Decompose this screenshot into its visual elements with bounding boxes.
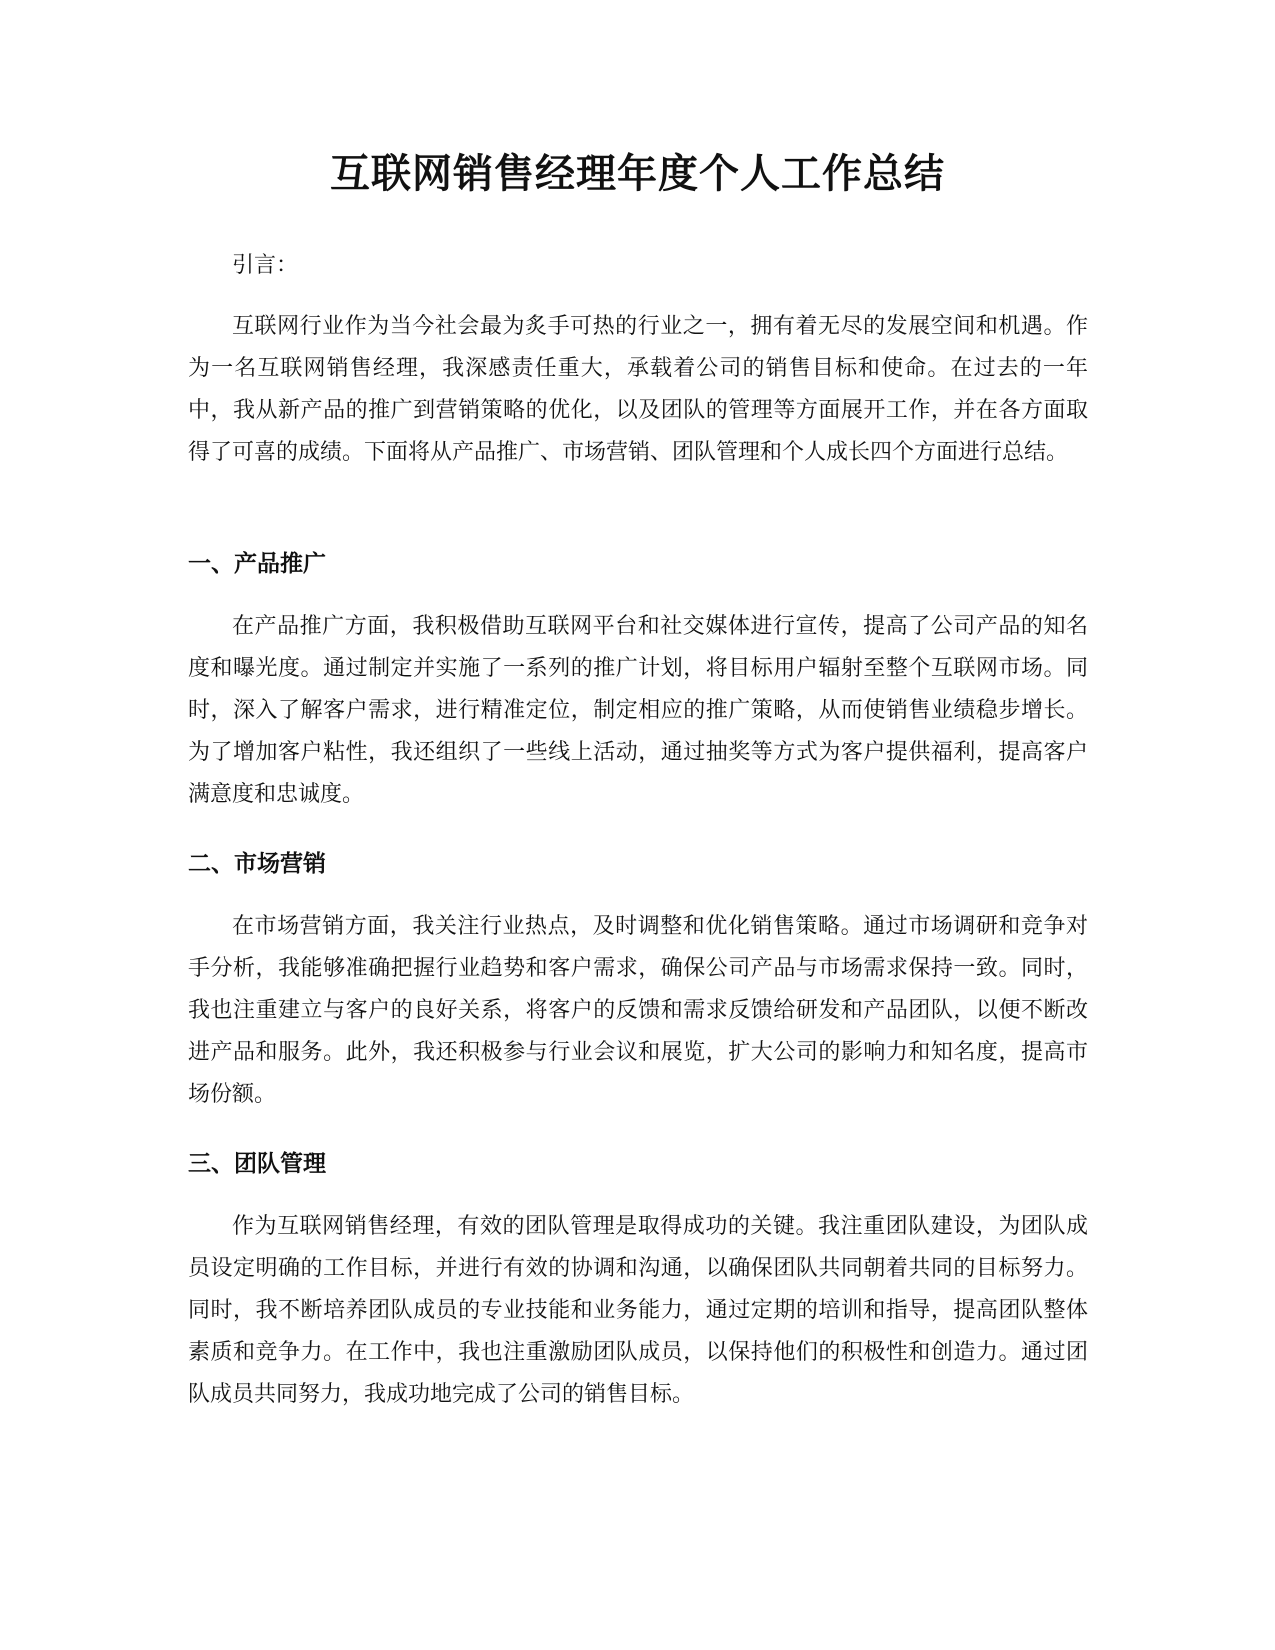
section-paragraph-team-management: 作为互联网销售经理，有效的团队管理是取得成功的关键。我注重团队建设，为团队成员设定明确的工作目标，并进行有效的协调和沟通，以确保团队共同朝着共同的目标努力。同时，我不断培养团队成员的专业技能和业务能力，通过定期的培训和指导，提高团队整体素质和竞争力。在工作中，我也注重激励团队成员，以保持他们的积极性和创造力。通过团队成员共同努力，我成功地完成了公司的销售目标。	[188, 1214, 1088, 1407]
section-heading-marketing: 二、市场营销	[188, 851, 326, 877]
section-heading-product-promotion: 一、产品推广	[188, 551, 326, 577]
intro-label: 引言：	[232, 253, 299, 278]
document-title: 互联网销售经理年度个人工作总结	[330, 151, 945, 197]
section-paragraph-marketing: 在市场营销方面，我关注行业热点，及时调整和优化销售策略。通过市场调研和竞争对手分析，我能够准确把握行业趋势和客户需求，确保公司产品与市场需求保持一致。同时，我也注重建立与客户的良好关系，将客户的反馈和需求反馈给研发和产品团队，以便不断改进产品和服务。此外，我还积极参与行业会议和展览，扩大公司的影响力和知名度，提高市场份额。	[188, 914, 1088, 1107]
intro-paragraph: 互联网行业作为当今社会最为炙手可热的行业之一，拥有着无尽的发展空间和机遇。作为一名互联网销售经理，我深感责任重大，承载着公司的销售目标和使命。在过去的一年中，我从新产品的推广到营销策略的优化，以及团队的管理等方面展开工作，并在各方面取得了可喜的成绩。下面将从产品推广、市场营销、团队管理和个人成长四个方面进行总结。	[188, 314, 1088, 465]
section-heading-team-management: 三、团队管理	[188, 1151, 326, 1177]
section-paragraph-product-promotion: 在产品推广方面，我积极借助互联网平台和社交媒体进行宣传，提高了公司产品的知名度和曝光度。通过制定并实施了一系列的推广计划，将目标用户辐射至整个互联网市场。同时，深入了解客户需求，进行精准定位，制定相应的推广策略，从而使销售业绩稳步增长。为了增加客户粘性，我还组织了一些线上活动，通过抽奖等方式为客户提供福利，提高客户满意度和忠诚度。	[188, 614, 1088, 807]
